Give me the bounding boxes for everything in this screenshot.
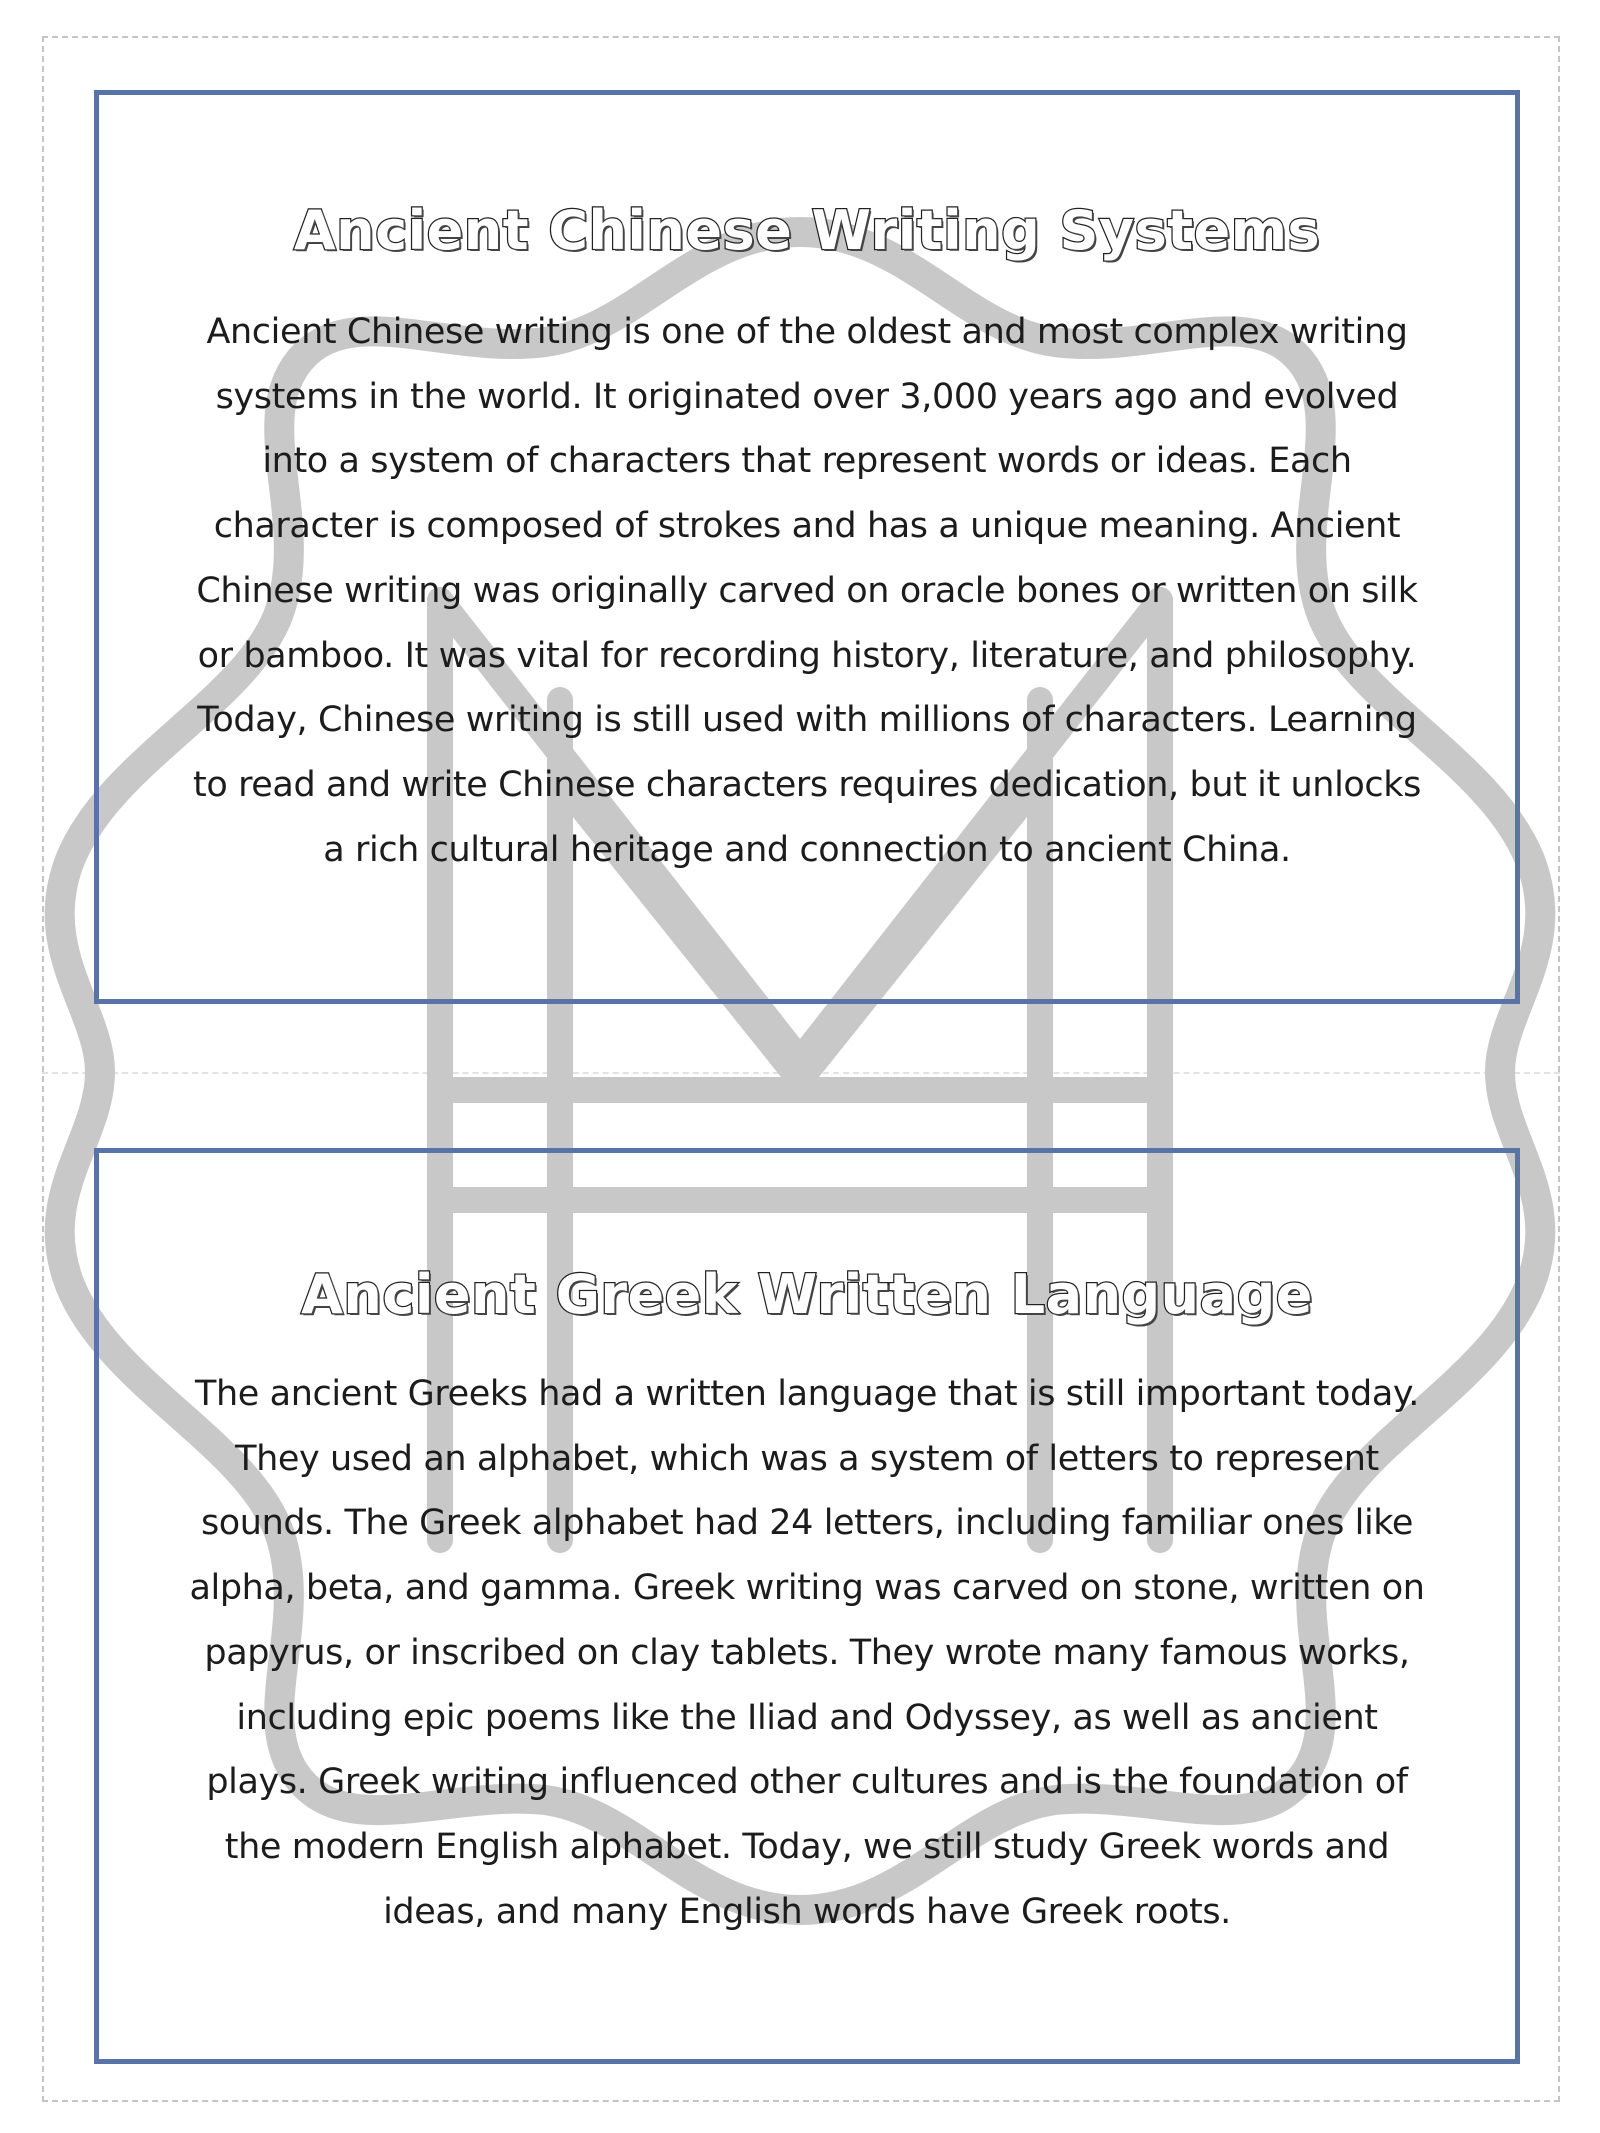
body-line: The ancient Greeks had a written language that is still important today. <box>195 1374 1419 1414</box>
body-line: alpha, beta, and gamma. Greek writing was carved on stone, written on <box>189 1568 1425 1609</box>
body-line: sounds. The Greek alphabet had 24 letters, including familiar ones like <box>200 1503 1414 1544</box>
body-line: Ancient Chinese writing is one of the oldest and most complex writing <box>206 312 1408 352</box>
card-body-text <box>159 1362 1455 1944</box>
card-body-text <box>159 300 1455 882</box>
body-line: a rich cultural heritage and connection to ancient China. <box>323 829 1291 870</box>
body-line: character is composed of strokes and has a unique meaning. Ancient <box>213 506 1401 547</box>
card-greek-writing <box>94 1148 1520 2064</box>
body-line: to read and write Chinese characters requires dedication, but it unlocks <box>193 764 1421 805</box>
body-line: papyrus, or inscribed on clay tablets. They wrote many famous works, <box>204 1632 1410 1673</box>
card-title: Ancient Chinese Writing Systems <box>293 199 1321 262</box>
fold-line <box>42 1072 1560 1074</box>
card-chinese-writing <box>94 90 1520 1004</box>
body-line: plays. Greek writing influenced other cultures and is the foundation of <box>206 1762 1408 1803</box>
body-line: ideas, and many English words have Greek roots. <box>383 1891 1231 1932</box>
body-line: into a system of characters that represent words or ideas. Each <box>262 441 1352 482</box>
body-line: or bamboo. It was vital for recording history, literature, and philosophy. <box>197 635 1417 676</box>
body-line: Today, Chinese writing is still used with millions of characters. Learning <box>197 700 1417 741</box>
body-line: They used an alphabet, which was a system of letters to represent <box>235 1438 1379 1479</box>
body-line: including epic poems like the Iliad and Odyssey, as well as ancient <box>236 1697 1378 1738</box>
card-title: Ancient Greek Written Language <box>301 1263 1313 1326</box>
body-line: the modern English alphabet. Today, we still study Greek words and <box>224 1826 1390 1867</box>
body-line: systems in the world. It originated over 3,000 years ago and evolved <box>215 376 1399 417</box>
body-line: Chinese writing was originally carved on oracle bones or written on silk <box>196 570 1418 611</box>
